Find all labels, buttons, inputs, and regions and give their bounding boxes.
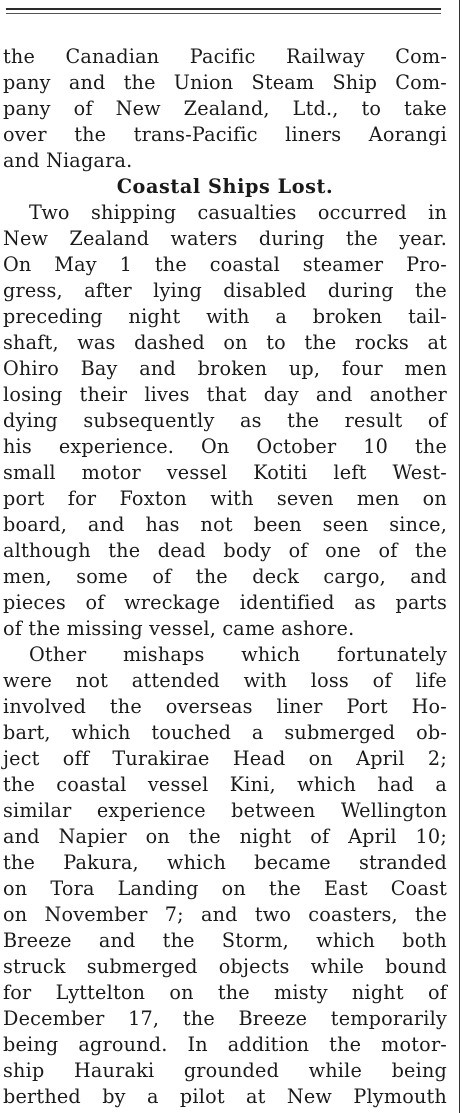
text-line: ject off Turakirae Head on April 2; — [3, 747, 447, 770]
text-line: for Lyttelton on the misty night of — [3, 981, 447, 1004]
text-line: shaft, was dashed on to the rocks at — [3, 331, 447, 354]
text-line: New Zealand waters during the year. — [3, 227, 447, 250]
text-line: the Canadian Pacific Railway Com- — [3, 45, 447, 68]
text-line: gress, after lying disabled during the — [3, 279, 447, 302]
text-line: on Tora Landing on the East Coast — [3, 877, 447, 900]
text-line: preceding night with a broken tail- — [3, 305, 447, 328]
top-rule-thin — [6, 13, 441, 14]
text-line: similar experience between Wellington — [3, 799, 447, 822]
text-line: dying subsequently as the result of — [3, 409, 447, 432]
column-rule — [459, 0, 460, 1113]
text-line: berthed by a pilot at New Plymouth — [3, 1085, 447, 1108]
text-line: port for Foxton with seven men on — [3, 487, 447, 510]
text-line: being aground. In addition the motor- — [3, 1033, 447, 1056]
text-line: ship Hauraki grounded while being — [3, 1059, 447, 1082]
text-line: although the dead body of one of the — [3, 539, 447, 562]
text-line: were not attended with loss of life — [3, 669, 447, 692]
text-line: on November 7; and two coasters, the — [3, 903, 447, 926]
text-line: the Pakura, which became stranded — [3, 851, 447, 874]
text-line: bart, which touched a submerged ob- — [3, 721, 447, 744]
text-line: losing their lives that day and another — [3, 383, 447, 406]
text-line: Breeze and the Storm, which both — [3, 929, 447, 952]
text-line: pany of New Zealand, Ltd., to take — [3, 97, 447, 120]
text-line: over the trans-Pacific liners Aorangi — [3, 123, 447, 146]
text-line: and Napier on the night of April 10; — [3, 825, 447, 848]
text-line: pieces of wreckage identified as parts — [3, 591, 447, 614]
text-line: his experience. On October 10 the — [3, 435, 447, 458]
text-line: On May 1 the coastal steamer Pro- — [3, 253, 447, 276]
top-rule — [6, 8, 441, 10]
text-line: board, and has not been seen since, — [3, 513, 447, 536]
subheading: Coastal Ships Lost. — [116, 175, 334, 198]
text-line: small motor vessel Kotiti left West- — [3, 461, 447, 484]
text-line: Two shipping casualties occurred in — [29, 201, 447, 224]
text-line: pany and the Union Steam Ship Com- — [3, 71, 447, 94]
article-column — [3, 44, 447, 1110]
text-line: Ohiro Bay and broken up, four men — [3, 357, 447, 380]
text-line: and Niagara. — [3, 149, 133, 172]
text-line: struck submerged objects while bound — [3, 955, 447, 978]
text-line: Other mishaps which fortunately — [29, 643, 447, 666]
text-line: involved the overseas liner Port Ho- — [3, 695, 447, 718]
text-line: of the missing vessel, came ashore. — [3, 617, 355, 640]
text-line: December 17, the Breeze temporarily — [3, 1007, 447, 1030]
text-line: the coastal vessel Kini, which had a — [3, 773, 447, 796]
text-line: men, some of the deck cargo, and — [3, 565, 447, 588]
